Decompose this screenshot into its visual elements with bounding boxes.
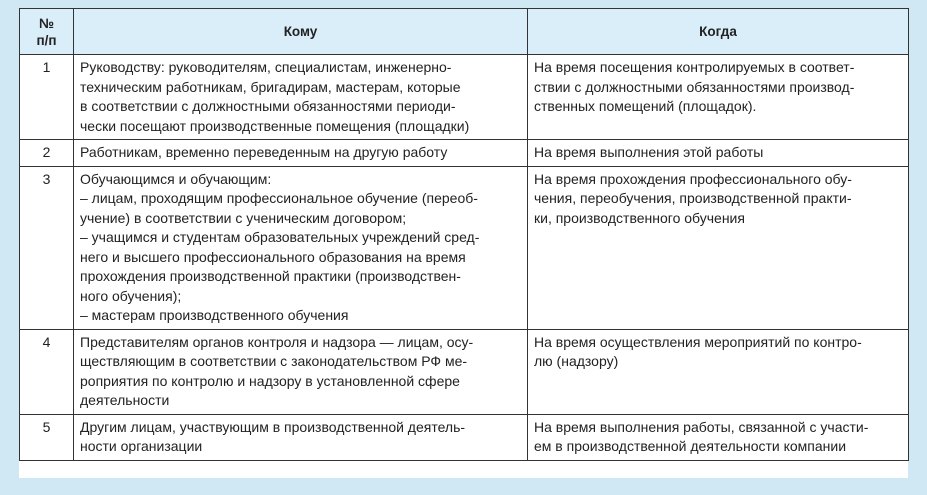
cell-whom-line: ществляющим в соответствии с законодательством РФ ме- — [80, 353, 468, 369]
cell-when — [528, 55, 909, 140]
cell-whom-line: Другим лицам, участвующим в производственной деятель- — [80, 418, 466, 435]
cell-when-line: На время посещения контролируемых в соответ- — [534, 59, 855, 75]
cell-when — [528, 166, 909, 329]
cell-whom-line: учение) в соответствии с ученическим договором; — [80, 209, 407, 226]
table-header-row — [20, 9, 909, 55]
cell-whom — [74, 166, 528, 329]
table-row — [20, 414, 909, 460]
cell-whom-line: Обучающимся и обучающим: — [80, 170, 272, 187]
cell-whom-line: Руководству: руководителям, специалистам, инженерно- — [80, 59, 452, 75]
cell-whom-line: – лицам, проходящим профессиональное обучение (переоб- — [80, 190, 478, 206]
cell-whom-line: Представителям органов контроля и надзора — лицам, осу- — [80, 333, 474, 350]
table-row — [20, 329, 909, 414]
table-body — [20, 55, 909, 461]
cell-whom — [74, 55, 528, 140]
row-number: 1 — [20, 55, 74, 140]
cell-when — [528, 329, 909, 414]
cell-whom — [74, 329, 528, 414]
cell-whom-line: в соответствии с должностными обязанностями периоди- — [80, 98, 456, 114]
table-frame — [19, 8, 908, 478]
cell-whom-line: деятельности — [80, 392, 170, 408]
cell-whom-line: техническим работникам, бригадирам, мастерам, которые — [80, 78, 461, 95]
header-num-line2: п/п — [36, 32, 57, 48]
header-num-line1: № — [38, 15, 55, 31]
cell-whom-line: ного обучения); — [80, 287, 182, 304]
header-num — [20, 9, 74, 55]
cell-when-line: лю (надзору) — [534, 353, 619, 369]
cell-whom-line: – мастерам производственного обучения — [80, 307, 349, 323]
cell-whom-line: прохождения производственной практики (производствен- — [80, 268, 461, 284]
cell-whom-line: Работникам, временно переведенным на другую работу — [80, 144, 448, 160]
cell-whom-line: ности организации — [80, 438, 203, 454]
cell-when-line: На время выполнения работы, связанной с участи- — [534, 418, 869, 435]
cell-when-line: ем в производственной деятельности компании — [534, 438, 847, 454]
row-number: 5 — [20, 414, 74, 460]
row-number: 2 — [20, 140, 74, 167]
cell-when-line: На время выполнения этой работы — [534, 144, 764, 160]
cell-when-line: ственных помещений (площадок). — [534, 98, 757, 114]
table-row — [20, 166, 909, 329]
cell-when — [528, 414, 909, 460]
cell-when-line: ки, производственного обучения — [534, 209, 745, 226]
cell-when-line: чения, переобучения, производственной практи- — [534, 190, 852, 206]
row-number: 3 — [20, 166, 74, 329]
cell-whom-line: него и высшего профессионального образования на время — [80, 248, 466, 265]
cell-whom-line: роприятия по контролю и надзору в установленной сфере — [80, 372, 460, 389]
cell-when — [528, 140, 909, 167]
cell-whom-line: чески посещают производственные помещения (площадки) — [80, 117, 470, 134]
table-row — [20, 55, 909, 140]
row-number: 4 — [20, 329, 74, 414]
header-when: Когда — [528, 9, 909, 55]
cell-when-line: На время прохождения профессионального обу- — [534, 170, 852, 187]
cell-when-line: ствии с должностными обязанностями производ- — [534, 78, 855, 95]
cell-whom — [74, 414, 528, 460]
cell-when-line: На время осуществления мероприятий по контро- — [534, 333, 862, 350]
table-row — [20, 140, 909, 167]
cell-whom — [74, 140, 528, 167]
header-whom: Кому — [74, 9, 528, 55]
cell-whom-line: – учащимся и студентам образовательных учреждений сред- — [80, 229, 480, 245]
data-table — [19, 8, 909, 461]
